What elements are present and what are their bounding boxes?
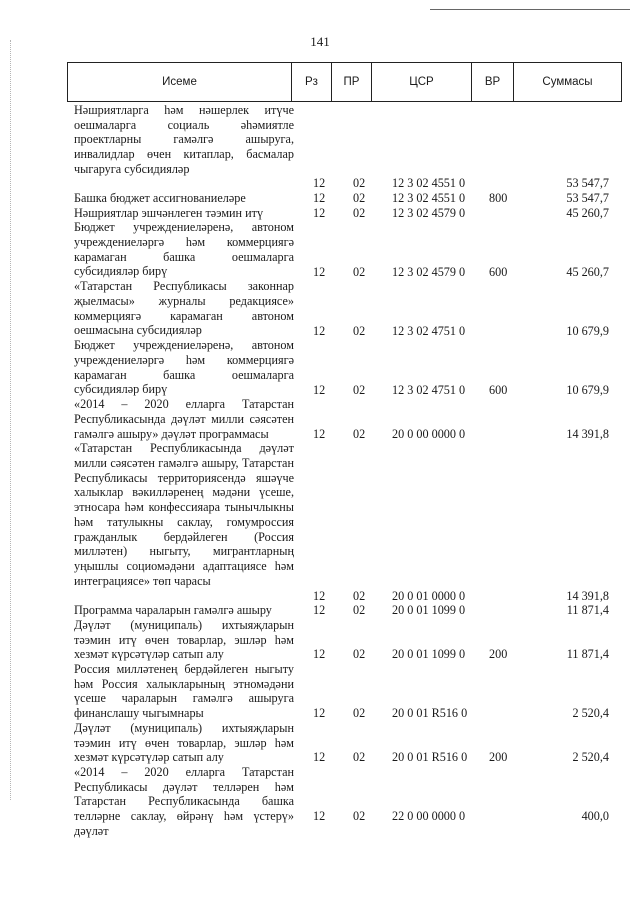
row-name: Бюджет учреждениеләренә, автоном учреждениеләргә һәм коммерциягә карамаган башка оешмаларга субсидияләр бирү bbox=[74, 220, 294, 279]
row-sum: 11 871,4 bbox=[566, 603, 609, 618]
row-pr: 02 bbox=[353, 205, 366, 220]
row-name: «Татарстан Республикасы законнар җыелмасы» журналы редакциясе» коммерциягә карамаган автоном оешмасына субсидияләр bbox=[74, 279, 294, 338]
row-rz: 12 bbox=[313, 809, 326, 824]
page-number: 141 bbox=[310, 34, 330, 49]
row-name: «Татарстан Республикасында дәүләт милли сәясәтен гамәлгә ашыру, Татарстан Республикасы территориясендә яшәүче халыклар вәкилләренең мәдәни үсеше, этносара һәм конфессияара тынычлыкны һәм татулыкны саклау, гомумроссия гражданлык бердәйлеген (Россия милләтен) ныгыту, мигрантларның уңышлы социомәдәни адаптациясе һәм интеграциясе» төп чарасы bbox=[74, 441, 294, 588]
header-pr: ПР bbox=[332, 63, 372, 102]
row-csr: 12 3 02 4751 0 bbox=[392, 382, 466, 397]
row-sum: 45 260,7 bbox=[566, 264, 609, 279]
row-sum: 14 391,8 bbox=[566, 588, 609, 603]
header-sum: Суммасы bbox=[514, 63, 622, 102]
binding-margin bbox=[10, 40, 11, 800]
row-name: Нәшриятларга һәм нәшерлек итүче оешмаларга социаль әһәмиятле проектларны гамәлгә ашыруга, инвалидлар өчен китаплар, басмалар чыгаруга субсидияләр bbox=[74, 103, 294, 176]
row-name: Программа чараларын гамәлгә ашыру bbox=[74, 603, 272, 618]
row-rz: 12 bbox=[313, 706, 326, 721]
row-csr: 20 0 00 0000 0 bbox=[392, 426, 466, 441]
row-name: Дәүләт (муниципаль) ихтыяҗларын тәэмин итү өчен товарлар, эшләр һәм хезмәт күрсәтүләр сатып алу bbox=[74, 721, 294, 765]
table-row bbox=[67, 721, 621, 765]
row-sum: 11 871,4 bbox=[566, 647, 609, 662]
row-name: «2014 – 2020 елларга Татарстан Республикасы дәүләт телләрен һәм Татарстан Республикасында башка телләрне саклау, өйрәнү һәм үстерү» дәүләт bbox=[74, 765, 294, 838]
row-vr: 600 bbox=[489, 264, 508, 279]
top-rule bbox=[430, 9, 630, 10]
header-rz: Рз bbox=[292, 63, 332, 102]
row-csr: 12 3 02 4579 0 bbox=[392, 205, 466, 220]
row-pr: 02 bbox=[353, 426, 366, 441]
table-row bbox=[67, 765, 621, 838]
table-header bbox=[67, 62, 622, 102]
row-vr: 200 bbox=[489, 647, 508, 662]
table-row bbox=[67, 618, 621, 662]
table-row bbox=[67, 191, 621, 206]
row-name: Башка бюджет ассигнованиеләре bbox=[74, 191, 246, 205]
row-rz: 12 bbox=[313, 647, 326, 662]
table-row bbox=[67, 603, 621, 618]
row-csr: 12 3 02 4551 0 bbox=[392, 190, 466, 205]
row-rz: 12 bbox=[313, 603, 326, 618]
row-sum: 10 679,9 bbox=[566, 323, 609, 338]
row-name: Бюджет учреждениеләренә, автоном учреждениеләргә һәм коммерциягә карамаган башка оешмаларга субсидияләр бирү bbox=[74, 338, 294, 397]
row-csr: 20 0 01 1099 0 bbox=[392, 647, 466, 662]
row-pr: 02 bbox=[353, 809, 366, 824]
table-row bbox=[67, 206, 621, 221]
table-row bbox=[67, 279, 621, 338]
row-rz: 12 bbox=[313, 205, 326, 220]
header-vr: ВР bbox=[472, 63, 514, 102]
row-vr: 600 bbox=[489, 382, 508, 397]
table-body bbox=[67, 103, 621, 838]
row-rz: 12 bbox=[313, 426, 326, 441]
row-csr: 22 0 00 0000 0 bbox=[392, 809, 466, 824]
row-pr: 02 bbox=[353, 750, 366, 765]
row-csr: 20 0 01 1099 0 bbox=[392, 603, 466, 618]
row-sum: 400,0 bbox=[581, 809, 609, 824]
row-rz: 12 bbox=[313, 323, 326, 338]
row-name: Дәүләт (муниципаль) ихтыяҗларын тәэмин итү өчен товарлар, эшләр һәм хезмәт күрсәтүләр сатып алу bbox=[74, 618, 294, 662]
row-pr: 02 bbox=[353, 264, 366, 279]
row-sum: 2 520,4 bbox=[572, 706, 609, 721]
row-sum: 53 547,7 bbox=[566, 190, 609, 205]
row-csr: 20 0 01 R516 0 bbox=[392, 706, 468, 721]
row-pr: 02 bbox=[353, 603, 366, 618]
row-csr: 20 0 01 0000 0 bbox=[392, 588, 466, 603]
table-row bbox=[67, 662, 621, 721]
table-row bbox=[67, 220, 621, 279]
row-name: Нәшриятлар эшчәнлеген тәэмин итү bbox=[74, 205, 264, 220]
header-csr: ЦСР bbox=[372, 63, 472, 102]
row-sum: 53 547,7 bbox=[566, 176, 609, 191]
row-rz: 12 bbox=[313, 588, 326, 603]
row-name: Россия милләтенең бердәйлеген ныгыту һәм Россия халыкларының этномәдәни үсеше чараларын гамәлгә ашыруга финанслашу чыгымнары bbox=[74, 662, 294, 721]
row-pr: 02 bbox=[353, 382, 366, 397]
row-pr: 02 bbox=[353, 706, 366, 721]
row-sum: 45 260,7 bbox=[566, 205, 609, 220]
row-csr: 12 3 02 4579 0 bbox=[392, 264, 466, 279]
row-sum: 14 391,8 bbox=[566, 426, 609, 441]
table-row bbox=[67, 103, 621, 191]
table-row bbox=[67, 397, 621, 441]
row-sum: 10 679,9 bbox=[566, 382, 609, 397]
row-pr: 02 bbox=[353, 588, 366, 603]
row-vr: 200 bbox=[489, 750, 508, 765]
row-pr: 02 bbox=[353, 190, 366, 205]
row-pr: 02 bbox=[353, 323, 366, 338]
row-sum: 2 520,4 bbox=[572, 750, 609, 765]
row-rz: 12 bbox=[313, 176, 326, 191]
row-name: «2014 – 2020 елларга Татарстан Республикасында дәүләт милли сәясәтен гамәлгә ашыру» дәүләт программасы bbox=[74, 397, 294, 441]
row-pr: 02 bbox=[353, 647, 366, 662]
row-rz: 12 bbox=[313, 190, 326, 205]
row-csr: 12 3 02 4551 0 bbox=[392, 176, 466, 191]
table-row bbox=[67, 441, 621, 603]
row-rz: 12 bbox=[313, 264, 326, 279]
table-row bbox=[67, 338, 621, 397]
row-rz: 12 bbox=[313, 750, 326, 765]
row-pr: 02 bbox=[353, 176, 366, 191]
row-csr: 12 3 02 4751 0 bbox=[392, 323, 466, 338]
header-name: Исеме bbox=[68, 63, 292, 102]
row-csr: 20 0 01 R516 0 bbox=[392, 750, 468, 765]
row-rz: 12 bbox=[313, 382, 326, 397]
row-vr: 800 bbox=[489, 190, 508, 205]
